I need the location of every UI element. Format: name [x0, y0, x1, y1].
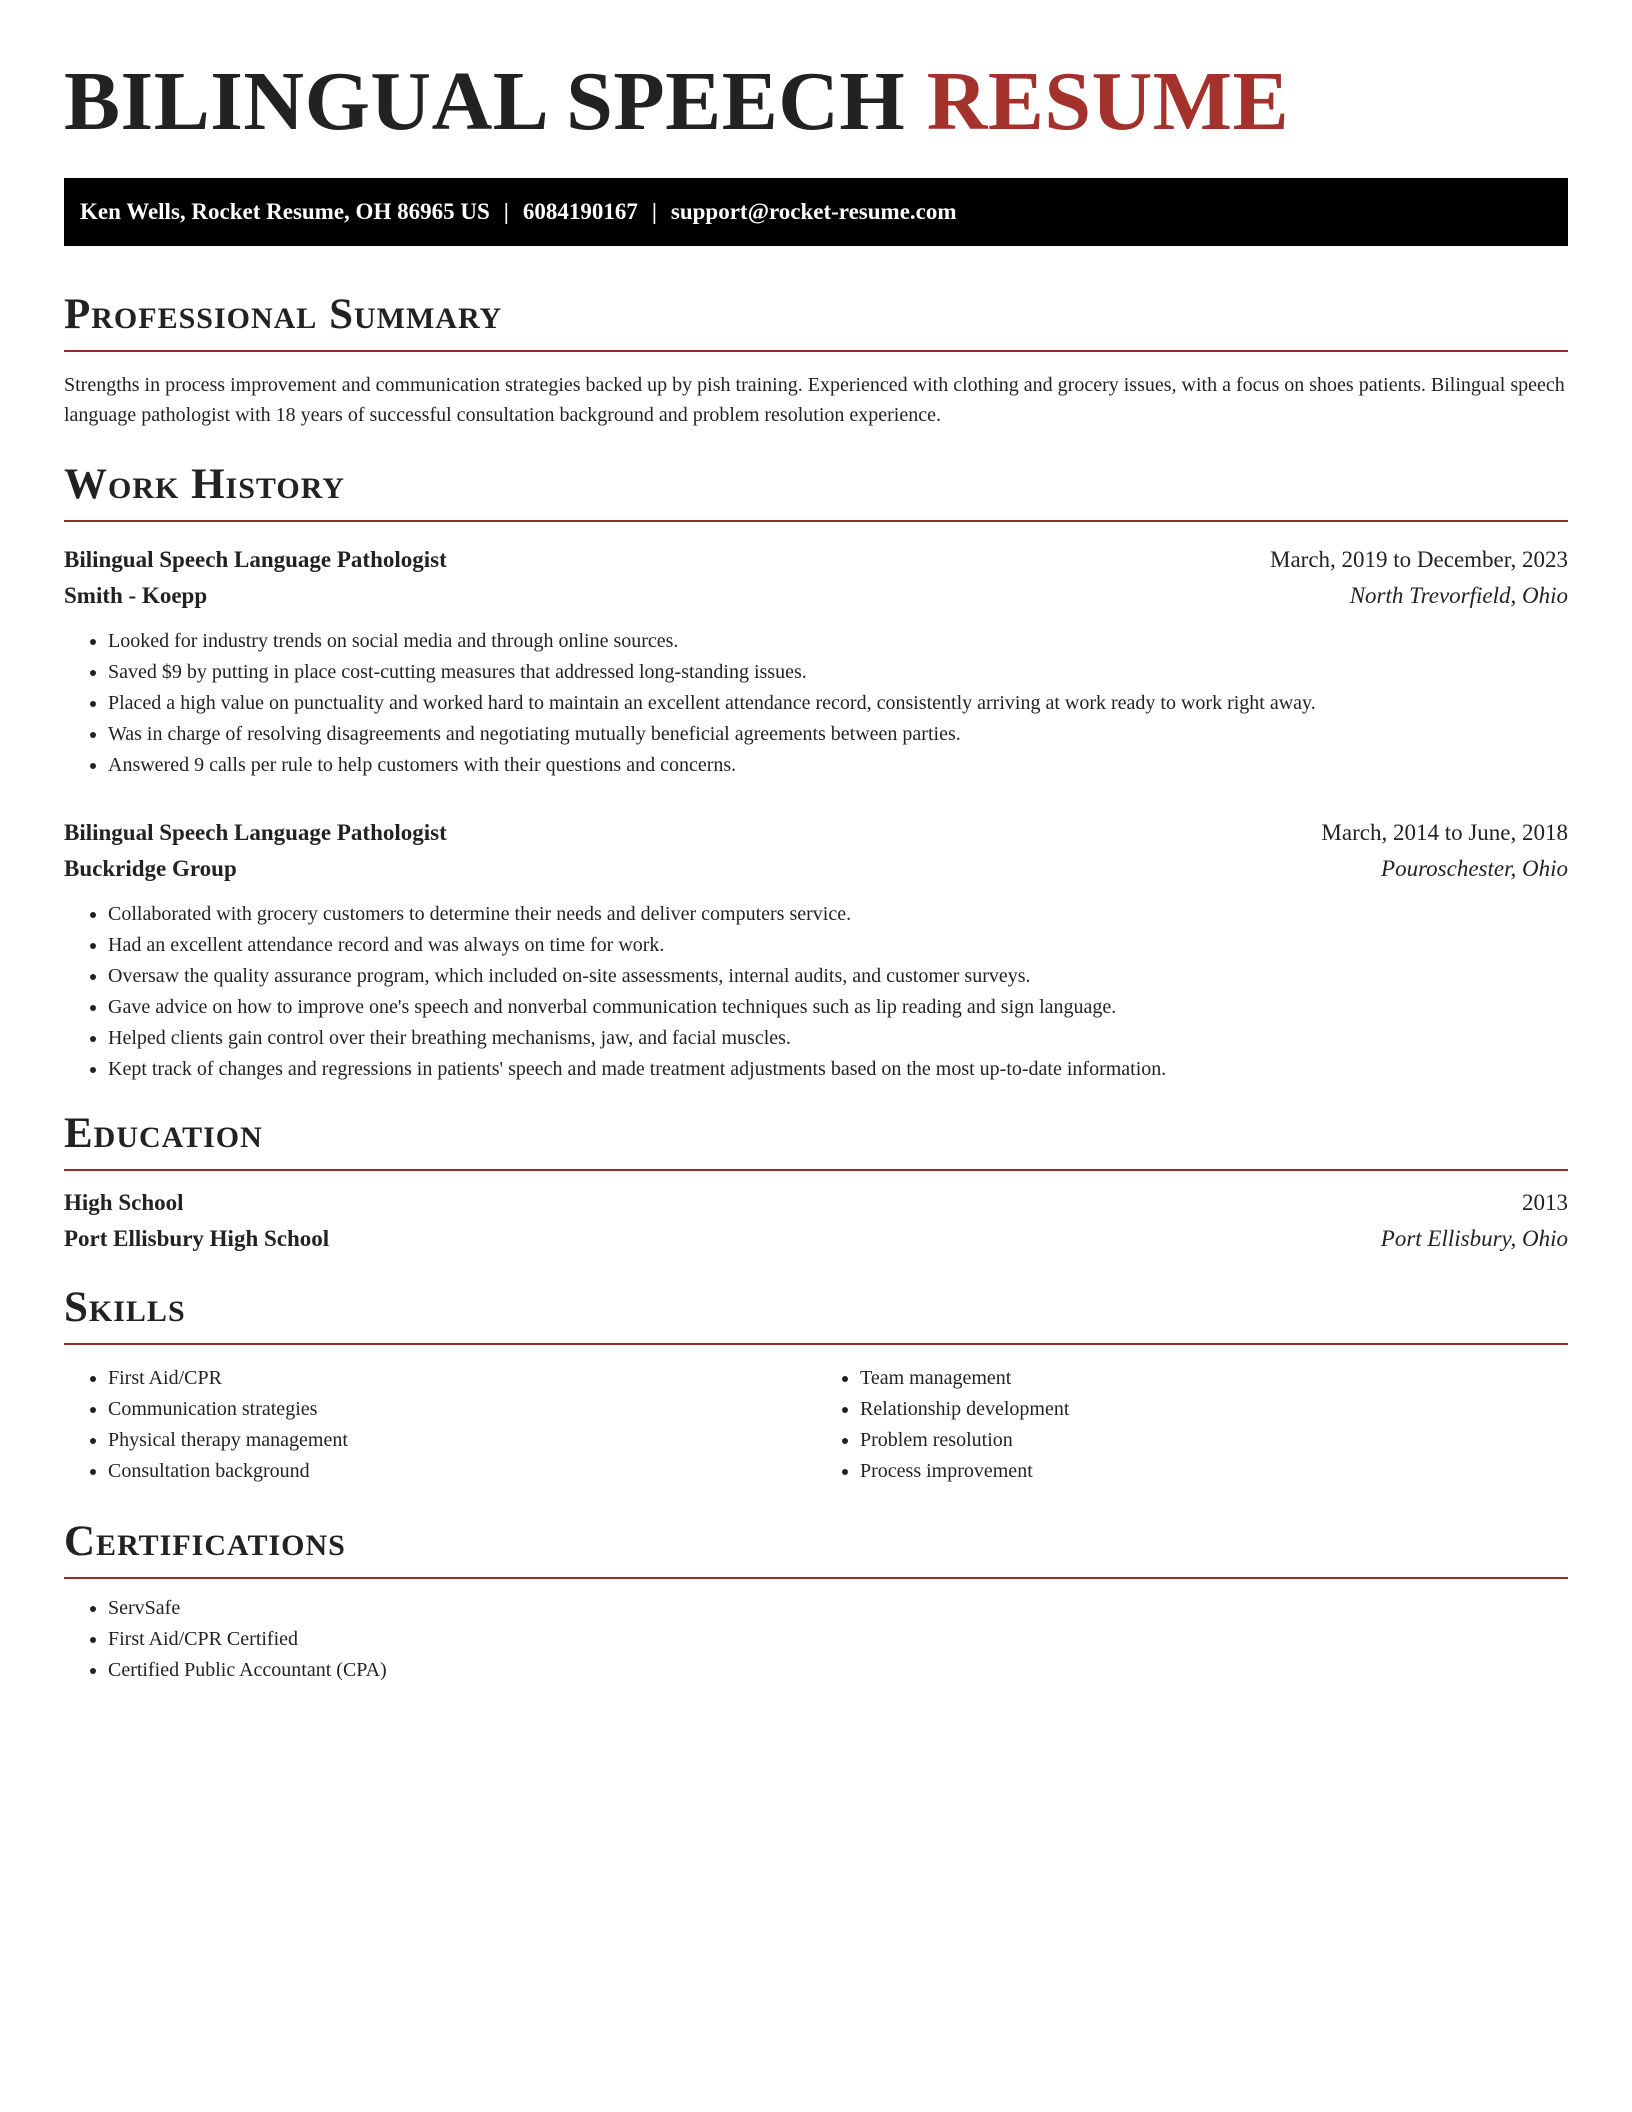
list-item: • Was in charge of resolving disagreements and negotiating mutually beneficial agreements between parties.	[108, 719, 1568, 750]
job-company-row	[64, 851, 1568, 887]
list-item: • Relationship development	[860, 1394, 1568, 1425]
section-heading-education: Education	[64, 1109, 1568, 1171]
job-bullets	[64, 626, 1568, 781]
list-item: • Answered 9 calls per rule to help customers with their questions and concerns.	[108, 750, 1568, 781]
contact-bar	[64, 178, 1568, 246]
contact-separator: |	[651, 199, 657, 224]
contact-email[interactable]: support@rocket-resume.com	[670, 199, 957, 224]
skills-section	[64, 1283, 1568, 1487]
resume-title	[64, 52, 1568, 152]
title-main: BILINGUAL SPEECH	[64, 55, 906, 148]
section-heading-certifications: Certifications	[64, 1517, 1568, 1579]
list-item: • Kept track of changes and regressions in patients' speech and made treatment adjustments based on the most up-to-date information.	[108, 1054, 1568, 1085]
education-section	[64, 1109, 1568, 1257]
list-item: • Saved $9 by putting in place cost-cutting measures that addressed long-standing issues.	[108, 657, 1568, 688]
list-item: • Gave advice on how to improve one's speech and nonverbal communication techniques such as lip reading and sign language.	[108, 992, 1568, 1023]
job-company-row	[64, 578, 1568, 614]
section-heading-work-history: Work History	[64, 460, 1568, 522]
job-location: Pouroschester, Ohio	[1381, 856, 1568, 881]
certifications-section	[64, 1517, 1568, 1686]
section-heading-skills: Skills	[64, 1283, 1568, 1345]
contact-phone: 6084190167	[522, 199, 638, 224]
list-item: • Had an excellent attendance record and was always on time for work.	[108, 930, 1568, 961]
list-item: • Physical therapy management	[108, 1425, 816, 1456]
list-item: • Looked for industry trends on social media and through online sources.	[108, 626, 1568, 657]
skills-list-right	[816, 1363, 1568, 1487]
job-entry	[64, 815, 1568, 1085]
section-heading-summary: Professional Summary	[64, 290, 1568, 352]
list-item: • Team management	[860, 1363, 1568, 1394]
job-company: Smith - Koepp	[64, 583, 208, 608]
list-item: • Placed a high value on punctuality and worked hard to maintain an excellent attendance record, consistently arriving at work ready to work right away.	[108, 688, 1568, 719]
skills-grid	[64, 1363, 1568, 1487]
education-school: Port Ellisbury High School	[64, 1226, 330, 1251]
education-degree: High School	[64, 1190, 184, 1215]
list-item: • Communication strategies	[108, 1394, 816, 1425]
list-item: • Oversaw the quality assurance program, which included on-site assessments, internal audits, and customer surveys.	[108, 961, 1568, 992]
summary-text: Strengths in process improvement and communication strategies backed up by pish training. Experienced with clothing and grocery issues, with a focus on shoes patients. Bilingual speech language pathologist with 18 years of successful consultation background and problem resolution experience.	[64, 374, 1565, 426]
job-title: Bilingual Speech Language Pathologist	[64, 820, 447, 845]
job-title-row	[64, 815, 1568, 851]
job-dates: March, 2014 to June, 2018	[1321, 820, 1568, 845]
certifications-list	[64, 1593, 1568, 1686]
list-item: • Helped clients gain control over their breathing mechanisms, jaw, and facial muscles.	[108, 1023, 1568, 1054]
job-entry	[64, 542, 1568, 781]
contact-separator: |	[503, 199, 509, 224]
list-item: • First Aid/CPR	[108, 1363, 816, 1394]
job-bullets	[64, 899, 1568, 1085]
contact-name-address: Ken Wells, Rocket Resume, OH 86965 US	[80, 199, 490, 224]
list-item: • Certified Public Accountant (CPA)	[108, 1655, 1568, 1686]
education-year: 2013	[1522, 1190, 1568, 1215]
education-school-row	[64, 1221, 1568, 1257]
job-title-row	[64, 542, 1568, 578]
job-location: North Trevorfield, Ohio	[1349, 583, 1568, 608]
list-item: • Problem resolution	[860, 1425, 1568, 1456]
list-item: • Process improvement	[860, 1456, 1568, 1487]
list-item: • Consultation background	[108, 1456, 816, 1487]
title-accent: RESUME	[926, 55, 1290, 148]
job-company: Buckridge Group	[64, 856, 237, 881]
list-item: • Collaborated with grocery customers to determine their needs and deliver computers service.	[108, 899, 1568, 930]
summary-section	[64, 290, 1568, 430]
list-item: • ServSafe	[108, 1593, 1568, 1624]
work-history-section	[64, 460, 1568, 1085]
education-degree-row	[64, 1185, 1568, 1221]
education-entry	[64, 1185, 1568, 1257]
list-item: • First Aid/CPR Certified	[108, 1624, 1568, 1655]
job-dates: March, 2019 to December, 2023	[1270, 547, 1568, 572]
education-location: Port Ellisbury, Ohio	[1380, 1226, 1568, 1251]
job-title: Bilingual Speech Language Pathologist	[64, 547, 447, 572]
skills-list-left	[64, 1363, 816, 1487]
